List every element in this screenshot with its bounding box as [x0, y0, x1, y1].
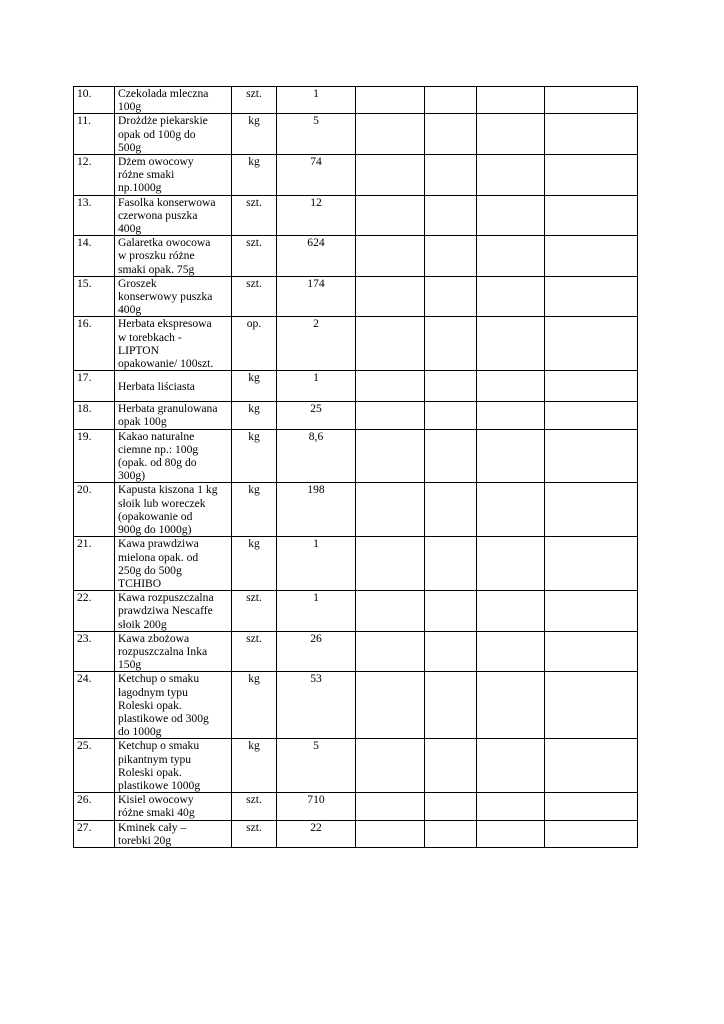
table-row [74, 672, 638, 739]
empty-cell [425, 591, 477, 632]
product-name-line: do 1000g [118, 725, 162, 739]
product-name-line: Fasolka konserwowa [118, 195, 216, 209]
product-name [115, 429, 232, 483]
empty-cell [425, 195, 477, 236]
row-number: 17. [74, 371, 115, 402]
empty-cell [425, 429, 477, 483]
table-row [74, 195, 638, 236]
table-row [74, 87, 638, 114]
empty-cell [356, 793, 425, 820]
product-name-line: Roleski opak. [118, 698, 182, 712]
product-name-line: Dżem owocowy [118, 155, 194, 169]
empty-cell [356, 820, 425, 847]
product-name-line: w torebkach - [118, 330, 182, 344]
product-table-body [74, 87, 638, 848]
empty-cell [356, 155, 425, 196]
product-name-line: pikantnym typu [118, 752, 192, 766]
quantity-cell: 1 [277, 87, 356, 114]
table-row [74, 317, 638, 371]
product-name [115, 591, 232, 632]
empty-cell [425, 114, 477, 155]
quantity-cell: 12 [277, 195, 356, 236]
product-name-line: w proszku różne [118, 249, 195, 263]
quantity-cell: 8,6 [277, 429, 356, 483]
product-name-line: np.1000g [118, 181, 162, 195]
table-row [74, 591, 638, 632]
product-name-line: 900g do 1000g) [118, 523, 192, 537]
row-number: 24. [74, 672, 115, 739]
product-name [115, 317, 232, 371]
product-name-line: prawdziwa Nescaffe [118, 604, 213, 618]
table-row [74, 155, 638, 196]
product-name-line: czerwona puszka [118, 208, 198, 222]
product-name-line: plastikowe od 300g [118, 711, 209, 725]
empty-cell [545, 317, 638, 371]
quantity-cell: 53 [277, 672, 356, 739]
empty-cell [545, 429, 638, 483]
unit-cell: kg [232, 402, 277, 429]
product-name-line: różne smaki [118, 168, 175, 182]
empty-cell [477, 236, 545, 277]
quantity-cell: 25 [277, 402, 356, 429]
unit-cell: op. [232, 317, 277, 371]
empty-cell [545, 631, 638, 672]
product-name [115, 537, 232, 591]
unit-cell: kg [232, 739, 277, 793]
table-row [74, 537, 638, 591]
empty-cell [356, 537, 425, 591]
unit-cell: szt. [232, 793, 277, 820]
empty-cell [356, 739, 425, 793]
row-number: 12. [74, 155, 115, 196]
empty-cell [356, 114, 425, 155]
product-name [115, 672, 232, 739]
empty-cell [477, 537, 545, 591]
product-name-line: Ketchup o smaku [118, 672, 200, 686]
product-name [115, 402, 232, 429]
product-name-line: 150g [118, 658, 142, 672]
empty-cell [425, 537, 477, 591]
empty-cell [545, 793, 638, 820]
product-name-line: opak od 100g do [118, 127, 196, 141]
product-name-line: Kapusta kiszona 1 kg [118, 483, 218, 497]
product-name [115, 371, 232, 402]
empty-cell [477, 114, 545, 155]
empty-cell [356, 87, 425, 114]
empty-cell [425, 793, 477, 820]
product-name-line: Herbata liściasta [118, 379, 195, 393]
unit-cell: kg [232, 537, 277, 591]
product-name-line: Roleski opak. [118, 765, 182, 779]
product-name-line: słoik lub woreczek [118, 496, 206, 510]
quantity-cell: 2 [277, 317, 356, 371]
product-name-line: smaki opak. 75g [118, 262, 195, 276]
product-name-line: Czekolada mleczna [118, 87, 209, 100]
table-row [74, 114, 638, 155]
table-row [74, 483, 638, 537]
product-name-line: rozpuszczalna Inka [118, 644, 208, 658]
quantity-cell: 1 [277, 537, 356, 591]
product-name-line: Kakao naturalne [118, 429, 195, 443]
quantity-cell: 710 [277, 793, 356, 820]
product-name [115, 483, 232, 537]
empty-cell [477, 87, 545, 114]
empty-cell [545, 739, 638, 793]
empty-cell [356, 483, 425, 537]
product-name [115, 195, 232, 236]
empty-cell [425, 402, 477, 429]
row-number: 23. [74, 631, 115, 672]
empty-cell [425, 483, 477, 537]
empty-cell [545, 371, 638, 402]
empty-cell [477, 317, 545, 371]
product-name [115, 793, 232, 820]
product-name-line: ciemne np.: 100g [118, 442, 199, 456]
unit-cell: kg [232, 483, 277, 537]
product-name-line: Herbata ekspresowa [118, 317, 212, 331]
product-name-line: Galaretka owocowa [118, 236, 211, 250]
product-name-line: Herbata granulowana [118, 402, 218, 416]
product-name [115, 155, 232, 196]
quantity-cell: 174 [277, 276, 356, 317]
quantity-cell: 5 [277, 114, 356, 155]
product-name-line: 250g do 500g [118, 563, 182, 577]
quantity-cell: 624 [277, 236, 356, 277]
quantity-cell: 22 [277, 820, 356, 847]
product-name-line: Kawa prawdziwa [118, 537, 199, 551]
quantity-cell: 74 [277, 155, 356, 196]
unit-cell: szt. [232, 87, 277, 114]
unit-cell: kg [232, 371, 277, 402]
product-name-line: opakowanie/ 100szt. [118, 357, 214, 371]
row-number: 11. [74, 114, 115, 155]
product-name-line: 500g [118, 140, 142, 154]
empty-cell [545, 87, 638, 114]
empty-cell [425, 317, 477, 371]
unit-cell: kg [232, 429, 277, 483]
empty-cell [477, 483, 545, 537]
empty-cell [425, 631, 477, 672]
table-row [74, 402, 638, 429]
empty-cell [356, 371, 425, 402]
empty-cell [425, 371, 477, 402]
unit-cell: szt. [232, 195, 277, 236]
table-row [74, 276, 638, 317]
empty-cell [477, 591, 545, 632]
table-row [74, 631, 638, 672]
product-name-line: (opakowanie od [118, 509, 193, 523]
empty-cell [425, 236, 477, 277]
row-number: 18. [74, 402, 115, 429]
empty-cell [545, 155, 638, 196]
table-row [74, 236, 638, 277]
product-name-line: słoik 200g [118, 617, 167, 631]
empty-cell [477, 672, 545, 739]
product-name-line: różne smaki 40g [118, 806, 195, 820]
row-number: 25. [74, 739, 115, 793]
empty-cell [356, 276, 425, 317]
product-name [115, 87, 232, 114]
unit-cell: szt. [232, 236, 277, 277]
empty-cell [477, 195, 545, 236]
product-name-line: konserwowy puszka [118, 290, 213, 304]
product-name-line: Kminek cały – [118, 820, 187, 834]
product-name-line: (opak. od 80g do [118, 456, 197, 470]
unit-cell: szt. [232, 820, 277, 847]
row-number: 21. [74, 537, 115, 591]
product-name [115, 114, 232, 155]
row-number: 13. [74, 195, 115, 236]
empty-cell [477, 276, 545, 317]
empty-cell [545, 195, 638, 236]
empty-cell [545, 537, 638, 591]
empty-cell [545, 402, 638, 429]
unit-cell: szt. [232, 276, 277, 317]
unit-cell: szt. [232, 591, 277, 632]
empty-cell [356, 195, 425, 236]
empty-cell [356, 672, 425, 739]
empty-cell [425, 820, 477, 847]
product-name-line: 100g [118, 100, 142, 114]
row-number: 16. [74, 317, 115, 371]
product-name-line: plastikowe 1000g [118, 778, 201, 792]
product-name [115, 631, 232, 672]
empty-cell [545, 276, 638, 317]
product-table [73, 86, 638, 848]
product-name-line: TCHIBO [118, 576, 162, 590]
row-number: 22. [74, 591, 115, 632]
product-name [115, 820, 232, 847]
empty-cell [425, 87, 477, 114]
empty-cell [425, 276, 477, 317]
empty-cell [425, 672, 477, 739]
unit-cell: szt. [232, 631, 277, 672]
empty-cell [545, 820, 638, 847]
product-name-line: Ketchup o smaku [118, 739, 200, 753]
empty-cell [477, 429, 545, 483]
empty-cell [477, 820, 545, 847]
empty-cell [545, 672, 638, 739]
empty-cell [425, 155, 477, 196]
quantity-cell: 26 [277, 631, 356, 672]
empty-cell [356, 591, 425, 632]
product-name-line: 400g [118, 303, 142, 317]
row-number: 10. [74, 87, 115, 114]
quantity-cell: 1 [277, 371, 356, 402]
empty-cell [477, 371, 545, 402]
product-name [115, 739, 232, 793]
product-name-line: Kisiel owocowy [118, 793, 194, 807]
row-number: 14. [74, 236, 115, 277]
product-name-line: 400g [118, 222, 142, 236]
empty-cell [425, 739, 477, 793]
row-number: 20. [74, 483, 115, 537]
product-name-line: torebki 20g [118, 833, 172, 847]
unit-cell: kg [232, 155, 277, 196]
product-name-line: opak 100g [118, 415, 167, 429]
product-name-line: Groszek [118, 276, 157, 290]
table-row [74, 793, 638, 820]
quantity-cell: 198 [277, 483, 356, 537]
empty-cell [356, 317, 425, 371]
empty-cell [477, 739, 545, 793]
row-number: 27. [74, 820, 115, 847]
empty-cell [356, 429, 425, 483]
empty-cell [356, 631, 425, 672]
row-number: 15. [74, 276, 115, 317]
unit-cell: kg [232, 114, 277, 155]
product-name [115, 236, 232, 277]
table-row [74, 371, 638, 402]
empty-cell [356, 402, 425, 429]
unit-cell: kg [232, 672, 277, 739]
row-number: 26. [74, 793, 115, 820]
quantity-cell: 1 [277, 591, 356, 632]
product-name-line: Drożdże piekarskie [118, 114, 208, 128]
product-name-line: 300g) [118, 469, 146, 483]
empty-cell [545, 483, 638, 537]
product-name-line: łagodnym typu [118, 685, 188, 699]
empty-cell [477, 155, 545, 196]
table-row [74, 429, 638, 483]
product-name-line: Kawa zbożowa [118, 631, 190, 645]
empty-cell [477, 793, 545, 820]
empty-cell [477, 631, 545, 672]
table-row [74, 739, 638, 793]
product-name-line: LIPTON [118, 343, 160, 357]
empty-cell [356, 236, 425, 277]
empty-cell [477, 402, 545, 429]
row-number: 19. [74, 429, 115, 483]
empty-cell [545, 114, 638, 155]
quantity-cell: 5 [277, 739, 356, 793]
product-name-line: Kawa rozpuszczalna [118, 591, 214, 605]
empty-cell [545, 236, 638, 277]
product-name-line: mielona opak. od [118, 550, 199, 564]
product-name [115, 276, 232, 317]
empty-cell [545, 591, 638, 632]
table-row [74, 820, 638, 847]
